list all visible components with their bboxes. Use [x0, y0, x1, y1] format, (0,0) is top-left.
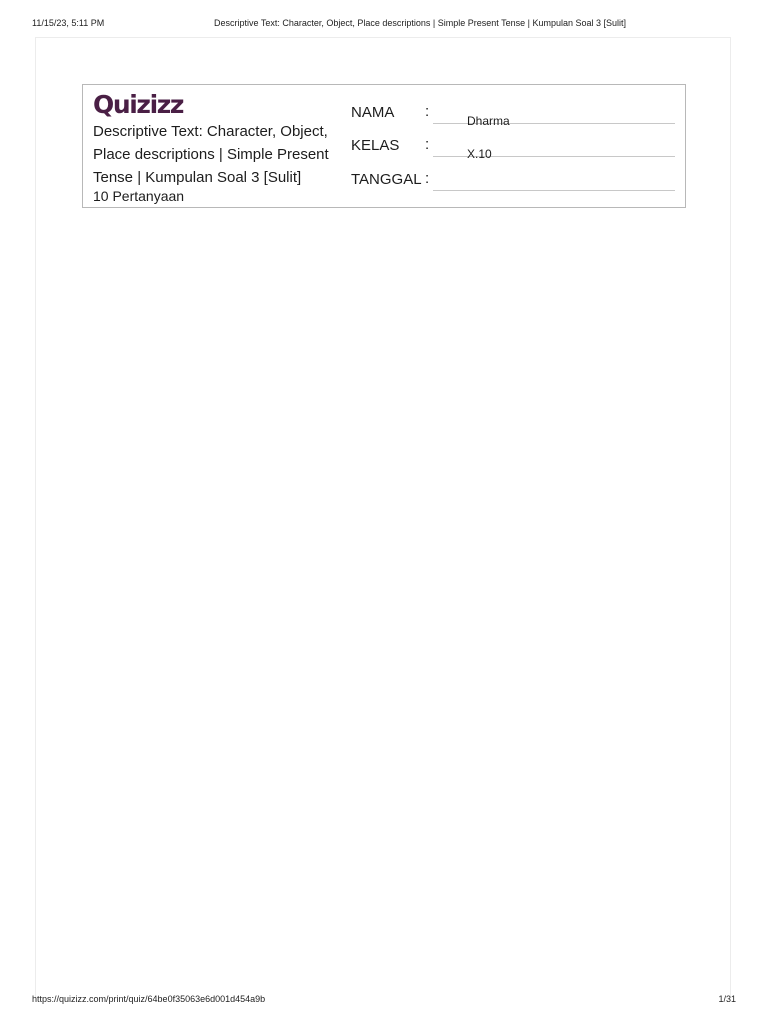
- name-field: [351, 102, 677, 128]
- date-colon: :: [425, 170, 430, 187]
- name-value: Dharma: [467, 114, 510, 128]
- class-value: X.10: [467, 147, 492, 161]
- date-label: TANGGAL: [351, 171, 422, 188]
- print-page-title: Descriptive Text: Character, Object, Place descriptions | Simple Present Tense | Kumpulan Soal 3 [Sulit]: [214, 18, 627, 28]
- print-page-number: 1/31: [718, 994, 736, 1004]
- date-underline: [433, 190, 675, 191]
- question-count: 10 Pertanyaan: [93, 188, 185, 204]
- class-colon: :: [425, 136, 430, 153]
- quiz-header-card: [82, 84, 686, 208]
- quiz-title: Descriptive Text: Character, Object, Place descriptions | Simple Present Tense | Kumpulan Soal 3 [Sulit]: [93, 123, 329, 186]
- print-datetime: 11/15/23, 5:11 PM: [32, 18, 105, 28]
- quizizz-logo: Quizizz: [93, 90, 184, 119]
- class-field: [351, 135, 677, 161]
- name-colon: :: [425, 103, 430, 120]
- print-header: [0, 18, 768, 32]
- name-label: NAMA: [351, 104, 395, 121]
- print-url: https://quizizz.com/print/quiz/64be0f35063e6d001d454a9b: [32, 994, 266, 1004]
- print-footer: [0, 994, 768, 1008]
- class-label: KELAS: [351, 137, 400, 154]
- date-field: [351, 169, 677, 191]
